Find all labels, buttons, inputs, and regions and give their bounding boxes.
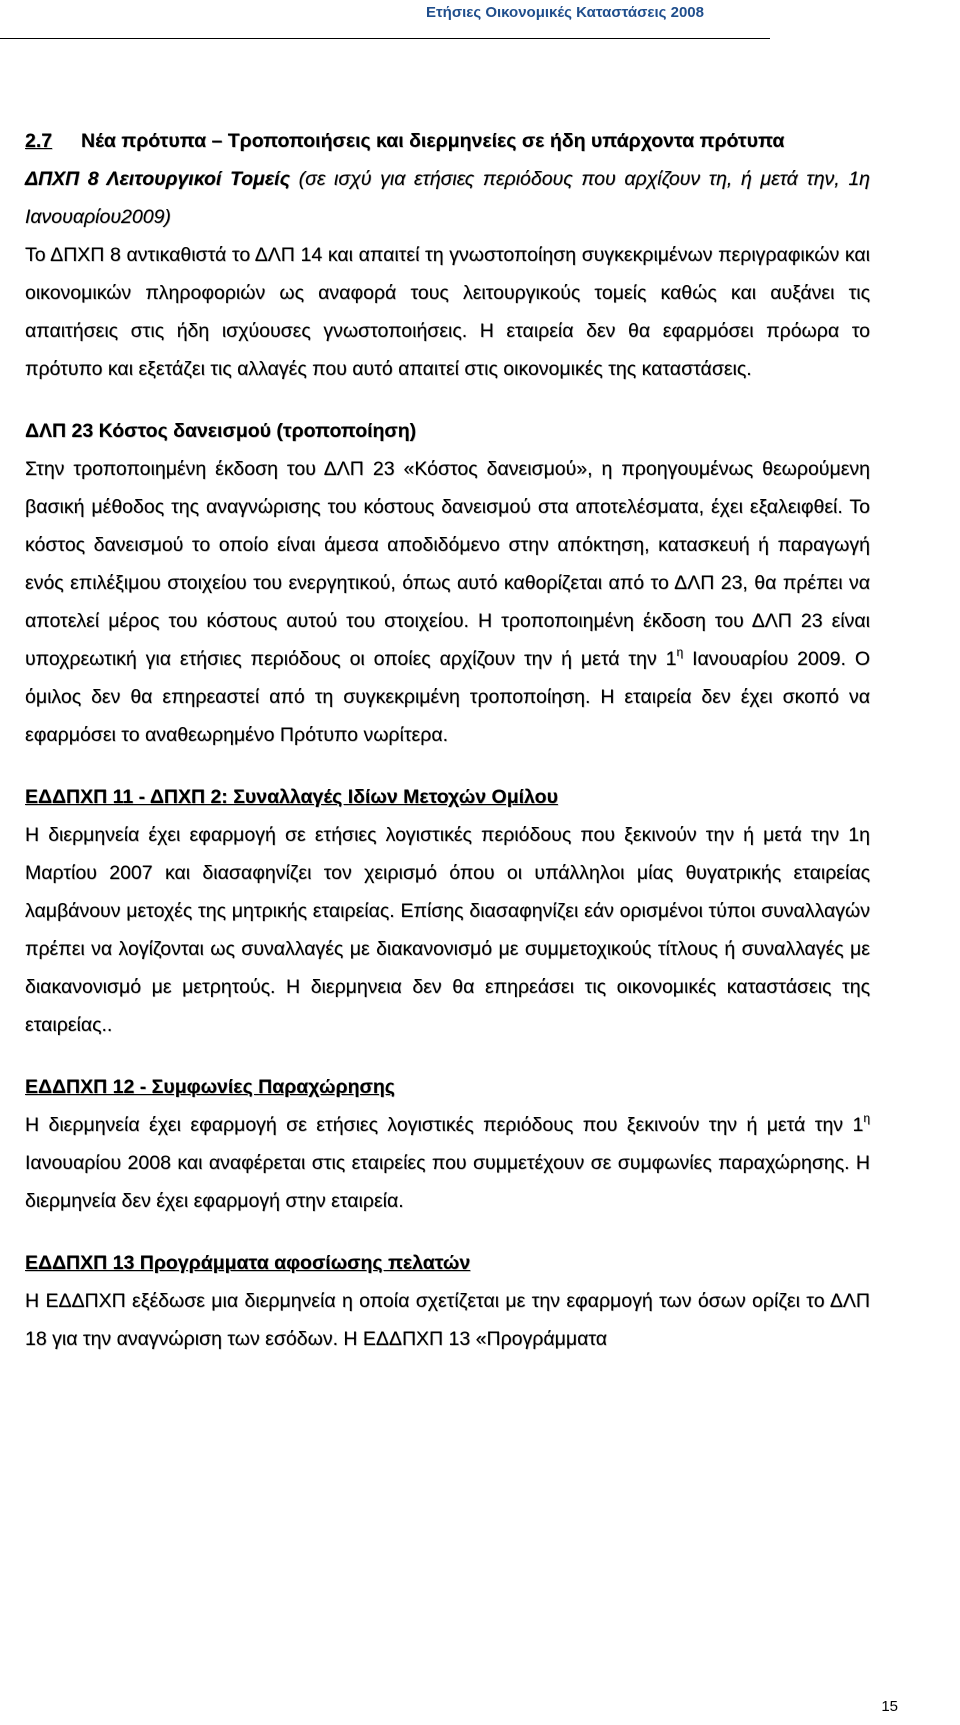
ifric11-paragraph: Η διερμηνεία έχει εφαρμογή σε ετήσιες λογιστικές περιόδους που ξεκινούν την ή μετά την 1η Μαρτίου 2007 και διασαφηνίζει τον χειρισμό όπου οι υπάλληλοι μίας θυγατρικής εταιρείας λαμβάνουν μετοχές της μητρικής εταιρείας. Επίσης διασαφηνίζει εάν ορισμένοι τύποι συναλλαγών πρέπει να λογίζονται ως συναλλαγές με διακανονισμό με συμμετοχικούς τίτλους ή συναλλαγές με διακανονισμό με μετρητούς. Η διερμηνεια δεν θα επηρεάσει τις οικονομικές καταστάσεις της εταιρείας..	[25, 824, 870, 1036]
ifric11-heading: ΕΔΔΠΧΠ 11 - ΔΠΧΠ 2: Συναλλαγές Ιδίων Μετοχών Ομίλου	[25, 786, 558, 808]
document-title: Ετήσιες Οικονομικές Καταστάσεις 2008	[425, 4, 704, 21]
ifric12-text-part2: Ιανουαρίου 2008 και αναφέρεται στις εταιρείες που συμμετέχουν σε συμφωνίες παραχώρησης. Η διερμηνεία δεν έχει εφαρμογή στην εταιρεία.	[25, 1152, 870, 1212]
page-number: 15	[881, 1698, 898, 1715]
ifric12-superscript: η	[863, 1110, 870, 1125]
ifrs8-heading	[25, 160, 870, 236]
section-heading	[25, 122, 870, 160]
header-divider	[0, 38, 770, 39]
ifric12-paragraph	[25, 1106, 870, 1220]
ias23-text-part1: Στην τροποποιημένη έκδοση του ΔΛΠ 23 «Κόστος δανεισμού», η προηγουμένως θεωρούμενη βασική μέθοδος της αναγνώρισης του κόστους δανεισμού στα αποτελέσματα, έχει εξαλειφθεί. Το κόστος δανεισμού το οποίο είναι άμεσα αποδιδόμενο στην απόκτηση, κατασκευή ή παραγωγή ενός επιλέξιμου στοιχείου του ενεργητικού, όπως αυτό καθορίζεται από το ΔΛΠ 23, θα πρέπει να αποτελεί μέρος του κόστους αυτού του στοιχείου. Η τροποποιημένη έκδοση του ΔΛΠ 23 είναι υποχρεωτική για ετήσιες περιόδους οι οποίες αρχίζουν την ή μετά την 1	[25, 458, 870, 670]
ifric13-heading: ΕΔΔΠΧΠ 13 Προγράμματα αφοσίωσης πελατών	[25, 1252, 471, 1274]
ifric12-text-part1: Η διερμηνεία έχει εφαρμογή σε ετήσιες λογιστικές περιόδους που ξεκινούν την ή μετά την 1	[25, 1114, 864, 1136]
ifrs8-heading-rest: (σε ισχύ για ετήσιες περιόδους που αρχίζουν τη, ή μετά την, 1η Ιανουαρίου2009)	[25, 168, 871, 228]
ias23-superscript: η	[676, 644, 684, 659]
ias23-paragraph	[25, 450, 870, 754]
section-number: 2.7	[25, 130, 53, 152]
page-content	[25, 122, 870, 1358]
ifric13-paragraph: Η ΕΔΔΠΧΠ εξέδωσε μια διερμηνεία η οποία σχετίζεται με την εφαρμογή των όσων ορίζει το ΔΛΠ 18 για την αναγνώριση των εσόδων. Η ΕΔΔΠΧΠ 13 «Προγράμματα	[25, 1290, 870, 1350]
ifrs8-paragraph: Το ΔΠΧΠ 8 αντικαθιστά το ΔΛΠ 14 και απαιτεί τη γνωστοποίηση συγκεκριμένων περιγραφικών και οικονομικών πληροφοριών ως αναφορά τους λειτουργικούς τομείς καθώς και αυξάνει τις απαιτήσεις στις ήδη ισχύουσες γνωστοποιήσεις. Η εταιρεία δεν θα εφαρμόσει πρόωρα το πρότυπο και εξετάζει τις αλλαγές που αυτό απαιτεί στις οικονομικές της καταστάσεις.	[25, 244, 870, 380]
ias23-text-part2: Ιανουαρίου 2009. Ο όμιλος δεν θα επηρεαστεί από τη συγκεκριμένη τροποποίηση. Η εταιρεία δεν έχει σκοπό να εφαρμόσει το αναθεωρημένο Πρότυπο νωρίτερα.	[25, 648, 870, 746]
page-header	[0, 0, 960, 40]
ifrs8-heading-bold: ΔΠΧΠ 8 Λειτουργικοί Τομείς	[25, 168, 290, 190]
ifric12-heading: ΕΔΔΠΧΠ 12 - Συμφωνίες Παραχώρησης	[25, 1076, 395, 1098]
section-title: Νέα πρότυπα – Τροποποιήσεις και διερμηνείες σε ήδη υπάρχοντα πρότυπα	[81, 130, 785, 152]
ias23-heading: ΔΛΠ 23 Κόστος δανεισμού (τροποποίηση)	[25, 420, 417, 442]
